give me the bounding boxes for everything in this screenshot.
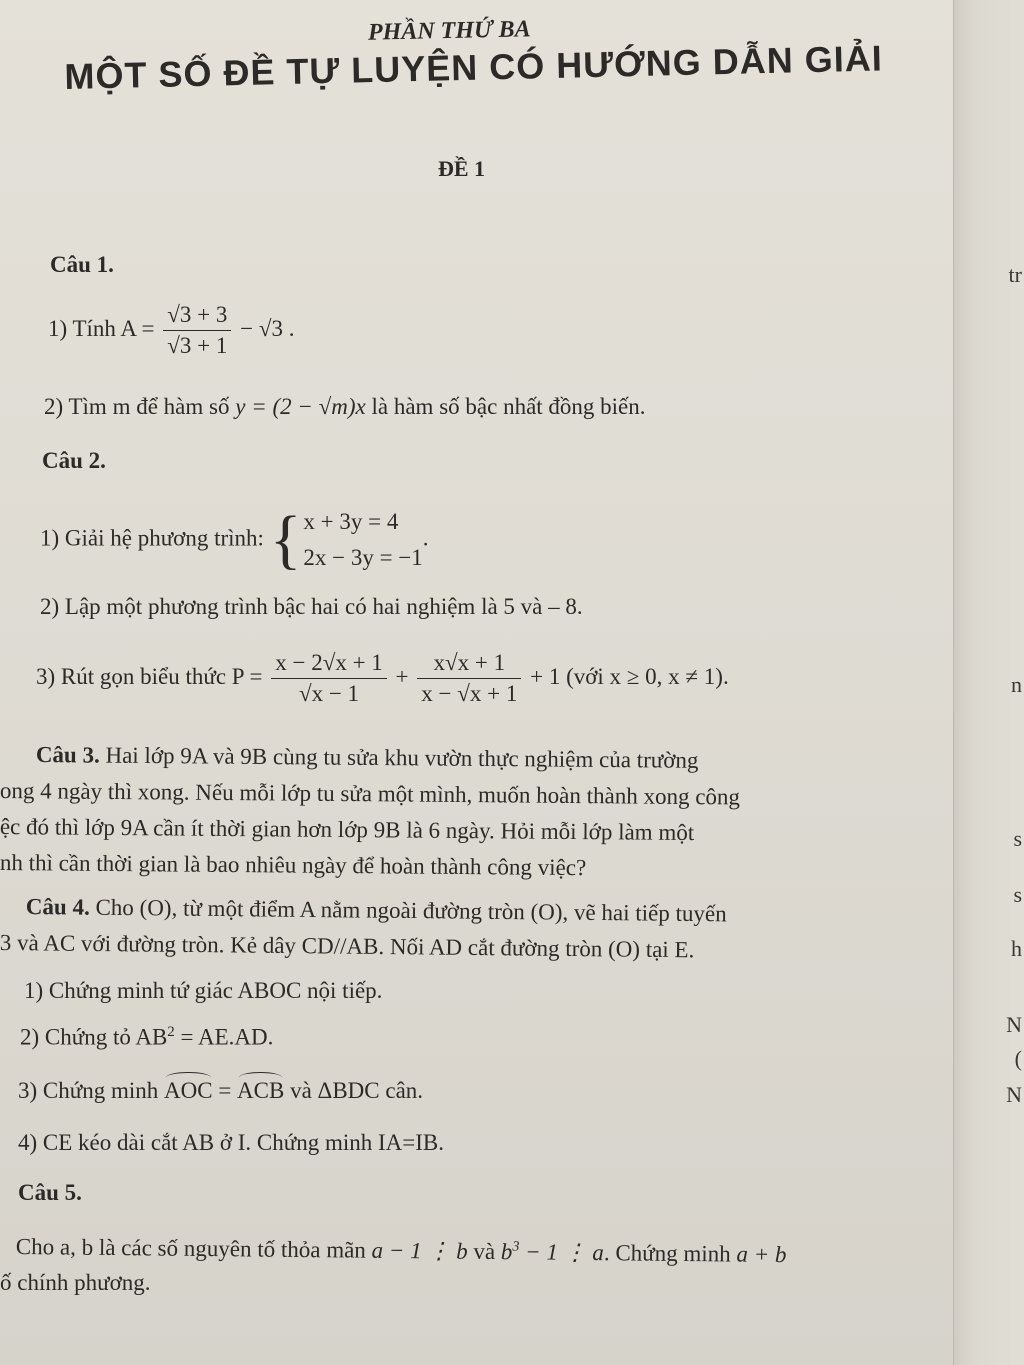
system-brace: {	[269, 503, 302, 576]
q2-p1-prefix: 1) Giải hệ phương trình:	[40, 525, 264, 551]
q2-p1-suffix: .	[422, 525, 429, 551]
equation-2: 2x − 3y = −1	[303, 545, 423, 570]
edge-letter: s	[1013, 826, 1022, 851]
q1-p2-prefix: 2) Tìm m để hàm số	[44, 394, 230, 419]
q1-numerator: √3 + 3	[163, 300, 231, 331]
q4-p3-suffix: và ΔBDC cân.	[290, 1078, 424, 1103]
q1-p2-formula: y = (2 − √m)x	[235, 394, 366, 419]
q4-text-1: Cho (O), từ một điểm A nằm ngoài đường tròn (O), vẽ hai tiếp tuyến	[95, 894, 727, 927]
q2-p3-suffix: + 1 (với x ≥ 0, x ≠ 1).	[530, 663, 729, 689]
condition-2-exponent: 3	[512, 1239, 520, 1255]
q2-fraction-1	[271, 648, 387, 709]
q2-fraction-2	[417, 648, 521, 709]
edge-letter: n	[1011, 672, 1022, 697]
angle-aoc: AOC	[164, 1078, 213, 1103]
exponent: 2	[167, 1024, 175, 1040]
q2-part-3	[36, 648, 729, 709]
fraction-2-denominator: x − √x + 1	[421, 681, 518, 706]
q1-denominator: √3 + 1	[167, 333, 228, 358]
q1-fraction	[163, 300, 231, 361]
q4-part-3	[18, 1078, 423, 1104]
angle-acb: ACB	[237, 1078, 285, 1103]
fraction-2-numerator: x√x + 1	[417, 648, 521, 679]
q4-p3-prefix: 3) Chứng minh	[18, 1078, 159, 1103]
condition-1: a − 1 ⋮ b	[371, 1237, 468, 1264]
question-4-label: Câu 4.	[25, 894, 90, 920]
q1-part-1	[48, 300, 294, 361]
q3-line-2: ong 4 ngày thì xong. Nếu mỗi lớp tu sửa một mình, muốn hoàn thành xong công	[0, 778, 741, 810]
q1-part-2	[44, 394, 646, 420]
edge-letter: tr	[1008, 262, 1022, 287]
q3-line-4: nh thì cần thời gian là bao nhiêu ngày để hoàn thành công việc?	[0, 850, 587, 881]
fraction-1-denominator: √x − 1	[298, 681, 360, 706]
q1-p1-prefix: 1) Tính A =	[48, 315, 155, 341]
q3-text-1: Hai lớp 9A và 9B cùng tu sửa khu vườn thực nghiệm của trường	[105, 742, 699, 773]
fraction-1-numerator: x − 2√x + 1	[271, 648, 387, 679]
q4-p2-prefix: 2) Chứng tỏ AB	[20, 1024, 168, 1050]
equals-sign: =	[218, 1078, 232, 1103]
q2-p3-prefix: 3) Rút gọn biểu thức P =	[36, 663, 263, 689]
part-heading: PHẦN THỨ BA	[367, 16, 531, 46]
and-word: và	[473, 1238, 496, 1265]
q4-part-4: 4) CE kéo dài cắt AB ở I. Chứng minh IA=IB.	[18, 1130, 444, 1155]
page-title: MỘT SỐ ĐỀ TỰ LUYỆN CÓ HƯỚNG DẪN GIẢI	[64, 37, 884, 97]
question-2-label: Câu 2.	[42, 448, 106, 473]
question-1-label: Câu 1.	[50, 252, 114, 277]
edge-letter: h	[1011, 936, 1022, 961]
q4-part-2	[20, 1024, 273, 1051]
equation-system	[303, 504, 422, 576]
q5-prefix: Cho a, b là các số nguyên tố thỏa mãn	[15, 1234, 367, 1263]
q4-line-2: 3 và AC với đường tròn. Kẻ dây CD//AB. Nối AD cắt đường tròn (O) tại E.	[0, 930, 695, 963]
q2-part-1	[40, 504, 429, 576]
question-3-label: Câu 3.	[35, 742, 100, 768]
q1-p1-suffix: − √3 .	[240, 315, 295, 341]
exam-heading: ĐỀ 1	[438, 156, 486, 181]
q3-line-3: ệc đó thì lớp 9A cần ít thời gian hơn lớp 9B là 6 ngày. Hỏi mỗi lớp làm một	[0, 814, 695, 846]
q3-line-1	[32, 742, 699, 774]
edge-letter: s	[1013, 882, 1022, 907]
equation-1: x + 3y = 4	[303, 509, 399, 534]
edge-letter: N	[1006, 1012, 1022, 1037]
q4-line-1	[26, 894, 727, 927]
plus-sign: +	[395, 663, 409, 689]
edge-letter: (	[1014, 1046, 1022, 1071]
condition-2-base: b	[500, 1239, 513, 1265]
q5-expression: a + b	[736, 1241, 787, 1268]
q4-p2-suffix: = AE.AD.	[174, 1024, 274, 1050]
q4-part-1: 1) Chứng minh tứ giác ABOC nội tiếp.	[24, 978, 383, 1003]
q1-p2-suffix: là hàm số bậc nhất đồng biến.	[371, 394, 646, 419]
edge-letter: N	[1006, 1082, 1022, 1107]
q2-part-2: 2) Lập một phương trình bậc hai có hai nghiệm là 5 và – 8.	[40, 594, 583, 619]
q5-line-1	[16, 1234, 787, 1268]
condition-2	[501, 1239, 604, 1265]
next-page-edge	[953, 0, 1024, 1365]
condition-2-rest: − 1 ⋮ a	[519, 1239, 605, 1266]
q5-suffix: . Chứng minh	[603, 1240, 731, 1267]
q5-line-2: ố chính phương.	[0, 1270, 151, 1295]
question-5-label: Câu 5.	[18, 1180, 82, 1205]
